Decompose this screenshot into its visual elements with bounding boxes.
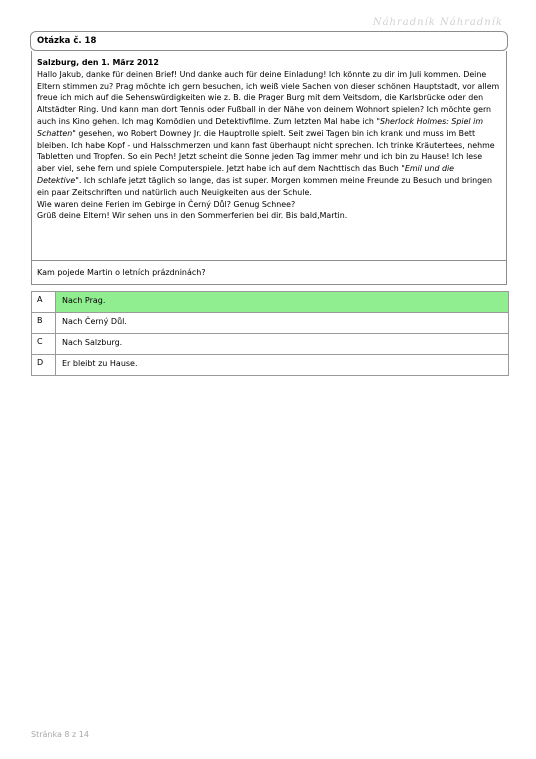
answer-option-d[interactable] xyxy=(32,355,509,376)
answer-text: Nach Salzburg. xyxy=(56,334,509,355)
reading-passage xyxy=(31,51,507,261)
letter-date: Salzburg, den 1. März 2012 xyxy=(37,58,159,67)
answer-option-b[interactable] xyxy=(32,313,509,334)
watermark: Náhradník Náhradník xyxy=(372,17,503,28)
question-title: Otázka č. 18 xyxy=(30,31,508,51)
answer-text: Nach Černý Důl. xyxy=(56,313,509,334)
answer-option-c[interactable] xyxy=(32,334,509,355)
answer-options xyxy=(31,291,509,376)
letter-text-segment: " gesehen, wo Robert Downey Jr. die Hauptrolle spielt. Seit zwei Tagen bin ich krank und muss im Bett bleiben. Ich habe Kopf - und Halsschmerzen und kann fast überhaupt nicht sprechen. Ich trinke Kräutertees, nehme Tabletten und Tropfen. So ein Pech! Jetzt scheint die Sonne jeden Tag immer mehr und ich bin zu Hause! Ich lese aber viel, sehe fern und spiele Computerspiele. Jetzt habe ich auf dem Nachttisch das Buch " xyxy=(37,128,495,174)
page-number: Stránka 8 z 14 xyxy=(31,730,89,739)
answer-letter: B xyxy=(32,313,56,334)
book-title: Emil und die Detektive xyxy=(37,164,455,185)
answer-text: Nach Prag. xyxy=(56,292,509,313)
answer-letter: D xyxy=(32,355,56,376)
letter-text-segment: ". Ich schlafe jetzt täglich so lange, das ist super. Morgen kommen meine Freunde zu Besuch und bringen ein paar Zeitschriften und natürlich auch Neuigkeiten aus der Schule. xyxy=(37,175,493,197)
letter-closing: Grüß deine Eltern! Wir sehen uns in den Sommerferien bei dir. Bis bald,Martin. xyxy=(37,211,348,221)
answer-option-a[interactable] xyxy=(32,292,509,313)
letter-line: Wie waren deine Ferien im Gebirge in Černý Důl? Genug Schnee? xyxy=(37,199,296,209)
movie-title: Sherlock Holmes: Spiel im Schatten xyxy=(37,116,484,138)
question-prompt: Kam pojede Martin o letních prázdninách? xyxy=(31,261,507,285)
answer-letter: C xyxy=(32,334,56,355)
letter-body xyxy=(37,69,500,199)
answer-text: Er bleibt zu Hause. xyxy=(56,355,509,376)
letter-text-segment: Hallo Jakub, danke für deinen Brief! Und danke auch für deine Einladung! Ich könnte zu dir im Juli kommen. Deine Eltern stimmen zu? Prag möchte ich gern besuchen, ich weiß viele Sachen von dieser schönen Hauptstadt, vor allem freue ich mich auf die Sehenswürdigkeiten wie z. B. die Prager Burg mit dem Veitsdom, die Karlsbrücke oder den Altstädter Ring. Und kann man dort Tennis oder Fußball in der Nähe von deinem Wohnort spielen? Ich möchte gern auch ins Kino gehen. Ich mag Komödien und Detektivfilme. Zum letzten Mal habe ich " xyxy=(37,69,500,126)
answer-letter: A xyxy=(32,292,56,313)
